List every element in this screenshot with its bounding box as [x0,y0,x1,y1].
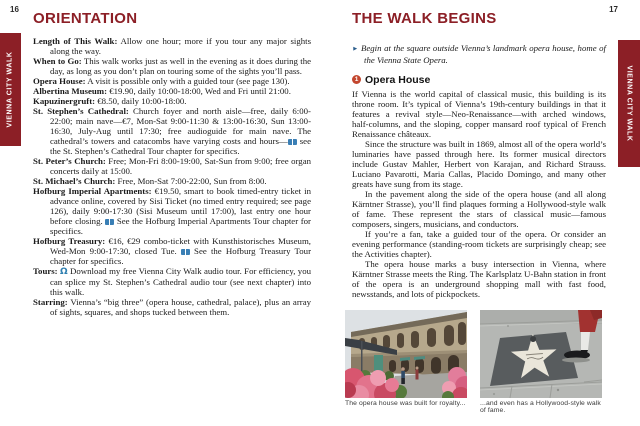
orientation-entry [33,156,311,176]
entry-term: Hofburg Imperial Apartments: [33,186,152,196]
walk-paragraph: Since the structure was built in 1869, almost all of the opera world’s luminaries have passed through here. Its former musical directors include Gustav Mahler, Herbert von Karajan, and Richard Strauss. Luciano Pavarotti, Maria Callas, Placido Domingo, and many other greats have sung from its stage. [352,138,606,189]
entry-term: Hofburg Treasury: [33,236,106,246]
entry-text: Download my free Vienna City Walk audio tour. For efficiency, you can splice my St. Stephen’s Cathedral audio tour (see next chapter) into this walk. [50,266,311,297]
walk-body [352,89,606,299]
entry-term: Starring: [33,297,68,307]
orientation-entry [33,186,311,236]
entry-text: Vienna’s “big three” (opera house, cathedral, palace), plus an array of sights, squares, and shops tucked between them. [50,297,311,317]
entry-term: When to Go: [33,56,82,66]
intro-text: Begin at the square outside Vienna’s landmark opera house, home of the Vienna State Opera. [361,43,606,65]
entry-text: See the Hofburg Imperial Apartments Tour chapter for specifics. [50,216,311,236]
entry-text: Free; Mon-Fri 8:00-19:00, Sat-Sun from 9:00; free organ concerts daily at 15:00. [50,156,311,176]
entry-text: A visit is possible only with a guided tour (see page 130). [85,76,290,86]
sidebar-tab-right [618,40,640,167]
orientation-entry [33,266,311,297]
entry-term: Tours: [33,266,58,276]
figure-walk-of-fame [480,310,602,414]
entry-term: Opera House: [33,76,86,86]
entry-text: €19.90, daily 10:00-18:00, Wed and Fri until 21:00. [107,86,291,96]
entry-text: Church foyer and north aisle—free, daily 6:00-22:00; main nave—€7, Mon-Sat 9:00-11:30 & 13:00-16:30, Sun 13:00-16:30, July-Aug until 17:30; free audioguide for main nave. The cathedral’s towers and catacombs have varying costs and hours— [50,106,311,146]
entry-term: Length of This Walk: [33,36,118,46]
entry-term: Kapuzinergruft: [33,96,96,106]
walk-of-fame-photo [480,310,602,398]
stop-title: Opera House [365,73,431,86]
orientation-entry [33,236,311,266]
walk-paragraph: If you’re a fan, take a guided tour of the opera. Or consider an evening performance (standing-room tickets are surprisingly cheap; see the Activities chapter). [352,228,606,259]
orientation-entry [33,297,311,317]
orientation-entry [33,76,311,86]
orientation-entry [33,106,311,156]
page-number-left: 16 [10,5,19,14]
entry-text: See the Hofburg Treasury Tour chapter for specifics. [50,246,311,266]
entry-term: Albertina Museum: [33,86,108,96]
walk-paragraph: In the pavement along the side of the opera house (and all along Kärntner Strasse), you’ll find plaques forming a Hollywood-style walk of fame. These represent the stars of classical music—famous composers, singers, musicians, and conductors. [352,188,606,229]
entry-term: St. Michael’s Church: [33,176,116,186]
book-icon [181,249,190,255]
walk-paragraph: The opera house marks a busy intersection in Vienna, where Kärntner Strasse meets the Ring. The Karlsplatz U-Bahn station in front of the opera is an underground shopping mall with fast food, newsstands, and lots of pickpockets. [352,258,606,299]
opera-house-photo [345,310,467,398]
entry-text: €19.50, smart to book timed-entry ticket in advance online, covered by Sisi Ticket (no timed entry required; see page 126), daily 9:00-17:30 (Sisi Museum until 17:00), last entry one hour before closing. [50,186,311,226]
figure-caption: The opera house was built for royalty... [345,400,466,407]
orientation-entry [33,56,311,76]
tab-label-left: VIENNA CITY WALK [7,51,15,128]
figure-opera-house [345,310,467,414]
intro-directions [352,43,606,66]
entry-text: This walk works just as well in the evening as it does during the day, as long as you don’t plan on touring some of the sights you’ll pass. [50,56,312,76]
walk-paragraph: If Vienna is the world capital of classical music, this building is its throne room. It’s typical of Vienna’s 19th-century buildings in that it features a revival style—Neo-Renaissance—with arched windows, half-columns, and the sloping, copper mansard roof typical of French Renaissance châteaux. [352,88,606,139]
book-icon [105,219,114,225]
direction-bullet-icon: ► [352,45,359,53]
entry-text: €16, €29 combo-ticket with Kunsthistorisches Museum, Wed-Mon 9:00-17:30, closed Tue. [50,236,311,256]
orientation-title: ORIENTATION [33,10,138,27]
entry-term: St. Peter’s Church: [33,156,106,166]
right-page [352,10,606,299]
book-icon [288,139,297,145]
tab-label-right: VIENNA CITY WALK [625,65,633,142]
figures-row [345,310,605,414]
entry-text: Free, Mon-Sat 7:00-22:00, Sun from 8:00. [115,176,267,186]
orientation-entries [33,36,311,317]
sidebar-tab-left [0,33,21,146]
entry-text: see the St. Stephen’s Cathedral Tour chapter for specifics. [50,136,311,156]
orientation-entry [33,36,311,56]
entry-text: Allow one hour; more if you tour any major sights along the way. [50,36,311,56]
figure-caption: ...and even has a Hollywood-style walk of fame. [480,400,601,414]
left-page [33,10,311,317]
page-number-right: 17 [609,5,618,14]
walk-begins-title: THE WALK BEGINS [352,10,497,27]
stop-number-badge: 1 [352,75,361,84]
entry-text: €8.50, daily 10:00-18:00. [95,96,187,106]
entry-term: St. Stephen’s Cathedral: [33,106,129,116]
orientation-entry [33,86,311,96]
orientation-entry [33,176,311,186]
orientation-entry [33,96,311,106]
headphones-icon: Ω [60,267,68,277]
stop-heading [352,74,606,86]
